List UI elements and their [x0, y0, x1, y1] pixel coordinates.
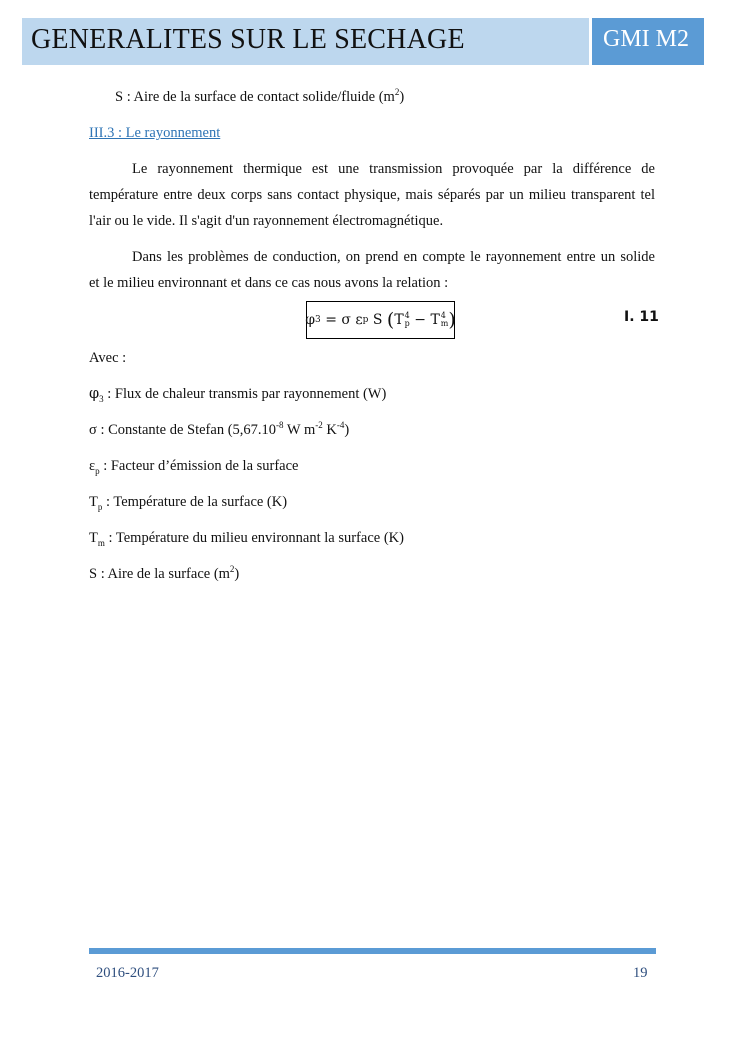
surface-contact-line: S : Aire de la surface de contact solide/fluide $(m^2)$: [115, 87, 405, 105]
footer-year: 2016-2017: [96, 965, 159, 981]
definition-tm: $T_m$ : Température du milieu environnant la surface (K): [89, 530, 404, 548]
paragraph1-line3: l'air ou le vide. Il s'agit d'un rayonnement électromagnétique.: [89, 213, 444, 229]
paragraph1-line2: température entre deux corps sans contact physique, mais séparés par un milieu transparent tel: [89, 187, 655, 203]
avec-label: Avec :: [89, 350, 127, 366]
header-badge: [592, 18, 704, 65]
equation-number: I. 11: [624, 309, 659, 325]
header-title-bar: [22, 18, 589, 65]
footer-page-number: 19: [633, 965, 648, 981]
section-heading: [89, 120, 655, 146]
footer-rule: [89, 948, 656, 954]
section-link[interactable]: III.3 : Le rayonnement: [89, 125, 221, 141]
formula-box: φ 3 = σ ε p S ( T 4 p − T 4 m ): [306, 301, 455, 339]
paragraph2-line2: et le milieu environnant et dans ce cas nous avons la relation :: [89, 275, 449, 291]
definition-epsilon: $\varepsilon_p$ : Facteur d’émission de la surface: [89, 458, 299, 476]
definition-phi: $\varphi_3$ : Flux de chaleur transmis par rayonnement (W): [89, 386, 387, 404]
header-badge-text: GMI M2: [603, 26, 690, 52]
paragraph1-line1: Le rayonnement thermique est une transmission provoquée par la différence de: [132, 161, 655, 177]
definition-tp: $T_p$ : Température de la surface (K): [89, 494, 288, 512]
page-header-title: GENERALITES SUR LE SECHAGE: [31, 24, 465, 55]
definition-s: S : Aire de la surface $(m^2)$: [89, 564, 240, 582]
paragraph2-line1: Dans les problèmes de conduction, on prend en compte le rayonnement entre un solide: [132, 249, 655, 265]
definition-sigma: σ : Constante de Stefan ($5,67.10^{-8}$ W $m^{-2}$ $K^{-4}$): [89, 420, 350, 438]
